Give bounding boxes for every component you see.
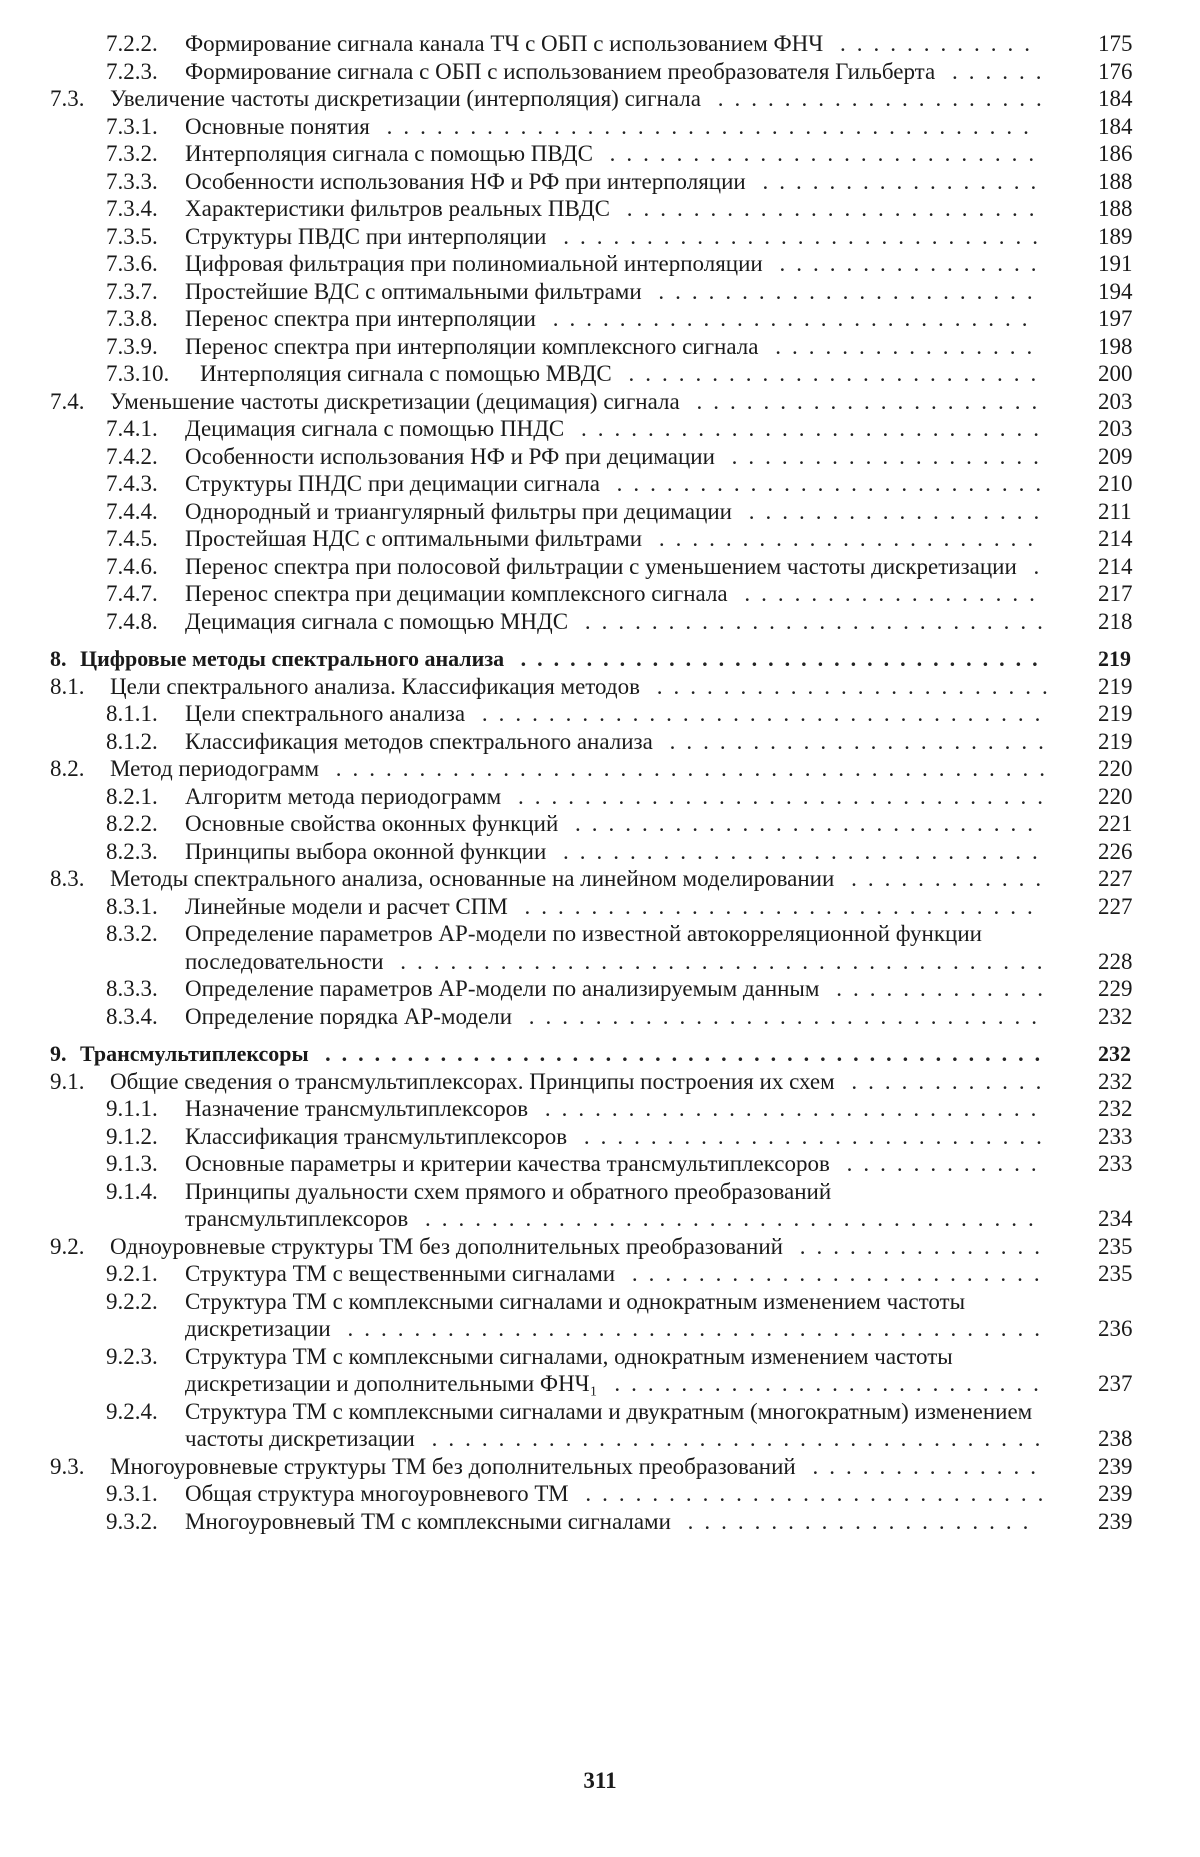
toc-entry[interactable] (0, 58, 1200, 86)
toc-entry-page: 226 (1098, 838, 1133, 864)
toc-entry-number: 7.4.8. (106, 608, 158, 634)
toc-entry[interactable] (0, 1123, 1200, 1151)
toc-entry-page: 239 (1098, 1508, 1133, 1534)
toc-entry-page: 235 (1098, 1233, 1133, 1259)
toc-entry-title-text: Многоуровневые структуры ТМ без дополнительных преобразований (110, 1453, 796, 1479)
toc-entry-title (0, 810, 1055, 838)
toc-entry-number: 9. (50, 1041, 67, 1066)
toc-entry[interactable] (0, 470, 1200, 498)
toc-entry[interactable] (0, 553, 1200, 581)
toc-entry-title (0, 553, 1055, 581)
toc-entry-title-text: Формирование сигнала канала ТЧ с ОБП с использованием ФНЧ (185, 31, 824, 56)
leader-dots: ................ (758, 333, 1044, 359)
toc-entry[interactable] (0, 333, 1200, 361)
toc-entry-title-text: Структура ТМ с вещественными сигналами (185, 1261, 616, 1286)
toc-entry[interactable] (0, 223, 1200, 251)
toc-entry-number: 7.4.7. (106, 581, 158, 606)
toc-entry-title (0, 608, 1055, 636)
toc-entry-number: 7.4.4. (106, 498, 158, 524)
leader-dots: ................................ (501, 783, 1054, 809)
toc-entry-title (0, 388, 1060, 416)
toc-entry-title (0, 645, 1060, 673)
toc-entry-number: 9.1.2. (106, 1123, 158, 1149)
toc-entry-number: 7.4. (50, 388, 85, 414)
toc-entry-number: 8.1.1. (106, 701, 158, 726)
toc-entry-number: 9.3. (50, 1453, 85, 1479)
toc-entry-page: 232 (1098, 1068, 1133, 1094)
leader-dots: ............................. (546, 223, 1049, 249)
toc-entry-title-text: Уменьшение частоты дискретизации (децимация) сигнала (110, 388, 680, 414)
toc-entry-title-text: Цифровые методы спектрального анализа (80, 646, 505, 671)
toc-entry-number: 9.2.4. (106, 1398, 158, 1424)
leader-dots: ........................ (639, 673, 1059, 699)
toc-entry-title-text: Общая структура многоуровневого ТМ (185, 1481, 569, 1506)
leader-dots: ..................... (679, 388, 1049, 414)
toc-entry-title-text: Определение параметров АР-модели по известной автокорреляционной функции последовательности (185, 921, 982, 974)
toc-entry-title-text: Увеличение частоты дискретизации (интерполяция) сигнала (110, 86, 701, 111)
leader-dots: ............ (823, 31, 1041, 56)
toc-entry-title-text: Трансмультиплексоры (80, 1041, 309, 1066)
toc-entry-title-text: Определение параметров АР-модели по анализируемым данным (185, 976, 820, 1001)
toc-entry-title-text: Структуры ПНДС при децимации сигнала (185, 471, 600, 496)
toc-entry[interactable] (0, 673, 1200, 701)
toc-entry[interactable] (0, 1003, 1200, 1031)
leader-dots: ................................ (504, 646, 1049, 671)
toc-entry-title (0, 30, 1055, 58)
toc-entry-title (0, 58, 1055, 86)
section-gap (0, 1030, 1200, 1040)
toc-entry-page: 219 (1098, 673, 1133, 699)
toc-entry-title (0, 1508, 1055, 1536)
toc-entry-title (0, 195, 1055, 223)
toc-entry[interactable] (0, 1095, 1200, 1123)
toc-entry-title (0, 755, 1060, 783)
leader-dots: ................ (762, 251, 1048, 276)
leader-dots: ............................ (567, 1123, 1053, 1149)
toc-entry-title (0, 1095, 1055, 1123)
leader-dots: ............. (819, 976, 1054, 1001)
toc-entry-page: 235 (1098, 1261, 1133, 1286)
leader-dots: ................... (714, 443, 1050, 469)
toc-entry[interactable] (0, 1508, 1200, 1536)
leader-dots: ............................. (546, 838, 1049, 864)
leader-dots: ..................... (670, 1508, 1040, 1534)
toc-entry-number: 8. (50, 646, 67, 671)
toc-entry-page: 239 (1098, 1453, 1133, 1479)
toc-entry-page: 219 (1098, 701, 1133, 726)
leader-dots: ............ (834, 1068, 1053, 1094)
toc-entry[interactable] (0, 1068, 1200, 1096)
toc-entry-page: 191 (1098, 251, 1133, 276)
toc-entry-title-text: Принципы дуальности схем прямого и обратного преобразований трансмультиплексоров (185, 1178, 832, 1231)
toc-entry[interactable] (0, 608, 1200, 636)
toc-entry-title-text: Основные понятия (185, 113, 370, 139)
toc-entry-number: 8.2.2. (106, 811, 158, 836)
leader-dots: ................. (745, 168, 1048, 194)
toc-entry-page: 209 (1098, 443, 1133, 469)
toc-entry[interactable] (0, 865, 1200, 893)
toc-entry-number: 9.2.1. (106, 1261, 158, 1286)
toc-entry-page: 234 (1098, 1206, 1133, 1231)
leader-dots: ........................................... (319, 756, 1057, 781)
leader-dots: ......................... (610, 196, 1046, 221)
toc-entry[interactable] (0, 443, 1200, 471)
toc-entry-number: 7.3.5. (106, 223, 158, 249)
toc-entry-title-text: Перенос спектра при интерполяции комплексного сигнала (185, 333, 759, 359)
toc-entry[interactable] (0, 1040, 1200, 1068)
toc-entry[interactable] (0, 168, 1200, 196)
leader-dots: .................. (727, 581, 1046, 606)
toc-entry[interactable] (0, 1398, 1200, 1453)
toc-entry-page: 219 (1098, 646, 1131, 671)
toc-entry-number: 8.3.3. (106, 976, 158, 1001)
toc-entry-page: 175 (1098, 31, 1133, 56)
toc-entry[interactable] (0, 920, 1200, 975)
toc-entry[interactable] (0, 893, 1200, 921)
toc-entry[interactable] (0, 250, 1200, 278)
toc-entry-page: 203 (1098, 416, 1133, 441)
toc-entry-page: 238 (1098, 1426, 1133, 1451)
leader-dots: .................................. (465, 701, 1052, 726)
toc-entry-title-text: Структура ТМ с комплексными сигналами, однократным изменением частоты дискретизации и дополнительными ФНЧ₁ (185, 1343, 953, 1396)
toc-entry[interactable] (0, 1453, 1200, 1481)
leader-dots: ............................ (558, 811, 1045, 836)
toc-entry[interactable] (0, 1178, 1200, 1233)
leader-dots: ............................ (564, 416, 1050, 441)
toc-entry-page: 232 (1098, 1041, 1131, 1066)
toc-entry-title-text: Метод периодограмм (110, 756, 320, 781)
toc-entry-title (0, 1288, 1055, 1343)
toc-entry-title (0, 1003, 1055, 1031)
toc-entry-title (0, 700, 1055, 728)
leader-dots: ....................................... (383, 948, 1054, 974)
toc-entry-page: 219 (1098, 728, 1133, 754)
toc-entry-page: 220 (1098, 783, 1133, 809)
leader-dots: .................... (700, 86, 1053, 111)
toc-entry-title-text: Особенности использования НФ и РФ при децимации (185, 443, 715, 469)
toc-entry-title (0, 1233, 1060, 1261)
toc-entry[interactable] (0, 1150, 1200, 1178)
toc-entry-page: 186 (1098, 141, 1133, 166)
toc-entry-title (0, 865, 1060, 893)
toc-entry-title-text: Алгоритм метода периодограмм (185, 783, 502, 809)
toc-entry-page: 189 (1098, 223, 1133, 249)
toc-entry-title-text: Классификация трансмультиплексоров (185, 1123, 568, 1149)
toc-entry-page: 228 (1098, 948, 1133, 974)
toc-entry[interactable] (0, 700, 1200, 728)
toc-entry-title (0, 498, 1055, 526)
toc-entry-number: 7.3.6. (106, 251, 158, 276)
toc-entry-title (0, 470, 1055, 498)
toc-entry[interactable] (0, 415, 1200, 443)
toc-entry-page: 197 (1098, 306, 1133, 331)
leader-dots: .............................. (528, 1096, 1048, 1121)
toc-entry-title (0, 278, 1055, 306)
toc-entry-number: 8.3.2. (106, 921, 158, 946)
toc-entry[interactable] (0, 85, 1200, 113)
leader-dots: .......................... (597, 1371, 1050, 1396)
toc-entry-number: 8.2. (50, 756, 85, 781)
leader-dots: .......................... (599, 471, 1053, 496)
toc-entry-page: 232 (1098, 1096, 1133, 1121)
toc-entry-title (0, 443, 1055, 471)
toc-entry-title (0, 1398, 1055, 1453)
toc-entry[interactable] (0, 1260, 1200, 1288)
toc-entry[interactable] (0, 838, 1200, 866)
leader-dots: .............. (795, 1453, 1047, 1479)
toc-entry[interactable] (0, 498, 1200, 526)
toc-entry-number: 9.3.2. (106, 1508, 158, 1534)
toc-entry-page: 184 (1098, 86, 1133, 111)
toc-entry-page: 239 (1098, 1481, 1133, 1506)
toc-entry-title-text: Особенности использования НФ и РФ при интерполяции (185, 168, 746, 194)
toc-entry-number: 9.3.1. (106, 1481, 158, 1506)
toc-entry-title-text: Однородный и триангулярный фильтры при децимации (185, 498, 732, 524)
toc-entry-number: 9.1.3. (106, 1151, 158, 1176)
toc-entry[interactable] (0, 1233, 1200, 1261)
toc-entry-title-text: Интерполяция сигнала с помощью МВДС (200, 361, 612, 386)
leader-dots: ....................... (641, 278, 1044, 304)
toc-entry-title-text: Перенос спектра при интерполяции (185, 306, 536, 331)
toc-entry-page: 227 (1098, 866, 1133, 891)
toc-entry[interactable] (0, 278, 1200, 306)
toc-entry-title (0, 113, 1055, 141)
toc-entry-page: 233 (1098, 1151, 1133, 1176)
leader-dots: ......................... (615, 1261, 1051, 1286)
toc-entry-title-text: Цифровая фильтрация при полиномиальной интерполяции (185, 251, 763, 276)
toc-entry-page: 233 (1098, 1123, 1133, 1149)
toc-entry-page: 217 (1098, 581, 1133, 606)
toc-entry-number: 9.1.1. (106, 1096, 158, 1121)
toc-entry-title (0, 333, 1055, 361)
leader-dots: . (1016, 553, 1051, 579)
leader-dots: ....................................... (369, 113, 1040, 139)
toc-entry[interactable] (0, 783, 1200, 811)
toc-entry-page: 229 (1098, 976, 1133, 1001)
toc-entry-number: 9.1.4. (106, 1178, 158, 1204)
toc-entry-title-text: Классификация методов спектрального анализа (185, 728, 653, 754)
toc-entry-number: 7.3. (50, 86, 85, 111)
toc-entry-page: 194 (1098, 278, 1133, 304)
leader-dots: .......................................... (330, 1316, 1051, 1341)
toc-entry-title-text: Перенос спектра при децимации комплексного сигнала (185, 581, 728, 606)
toc-entry-number: 8.3.1. (106, 893, 158, 919)
toc-entry[interactable] (0, 525, 1200, 553)
toc-entry-title (0, 140, 1055, 168)
toc-entry-number: 9.1. (50, 1068, 85, 1094)
toc-entry-title-text: Принципы выбора оконной функции (185, 838, 547, 864)
toc-entry-title (0, 838, 1055, 866)
toc-entry[interactable] (0, 140, 1200, 168)
toc-entry-title-text: Цели спектрального анализа (185, 701, 466, 726)
toc-entry-title-text: Одноуровневые структуры ТМ без дополнительных преобразований (110, 1233, 783, 1259)
toc-entry-title-text: Структура ТМ с комплексными сигналами и однократным изменением частоты дискретизации (185, 1288, 966, 1341)
toc-entry-title-text: Назначение трансмультиплексоров (185, 1096, 529, 1121)
toc-entry-title (0, 250, 1055, 278)
toc-entry-number: 8.3.4. (106, 1003, 158, 1029)
toc-entry-title-text: Методы спектрального анализа, основанные на линейном моделировании (110, 866, 835, 891)
toc-entry[interactable] (0, 360, 1200, 388)
toc-entry-number: 7.4.6. (106, 553, 158, 579)
leader-dots: ......................... (611, 361, 1048, 386)
toc-entry-title (0, 580, 1055, 608)
leader-dots: ............................ (568, 1481, 1055, 1506)
toc-entry-title-text: Многоуровневый ТМ с комплексными сигналами (185, 1508, 671, 1534)
toc-entry-page: 236 (1098, 1316, 1133, 1341)
toc-entry-number: 8.2.3. (106, 838, 158, 864)
toc-entry-number: 7.4.1. (106, 416, 158, 441)
toc-entry-page: 227 (1098, 893, 1133, 919)
toc-entry-title-text: Определение порядка АР-модели (185, 1003, 513, 1029)
leader-dots: ..................................... (408, 1206, 1045, 1231)
toc-entry-page: 232 (1098, 1003, 1133, 1029)
toc-entry-title (0, 1343, 1055, 1398)
toc-entry-page: 211 (1098, 498, 1132, 524)
toc-entry[interactable] (0, 728, 1200, 756)
toc-entry[interactable] (0, 1288, 1200, 1343)
table-of-contents (0, 30, 1200, 1535)
toc-entry-page: 214 (1098, 526, 1133, 551)
toc-entry-title (0, 1123, 1055, 1151)
toc-entry-title-text: Интерполяция сигнала с помощью ПВДС (185, 141, 593, 166)
toc-entry-page: 237 (1098, 1371, 1133, 1396)
leader-dots: ............... (782, 1233, 1051, 1259)
toc-entry[interactable] (0, 30, 1200, 58)
toc-entry-title (0, 975, 1055, 1003)
toc-entry[interactable] (0, 810, 1200, 838)
leader-dots: ..................................... (414, 1426, 1052, 1451)
toc-entry-title-text: Формирование сигнала с ОБП с использованием преобразователя Гильберта (185, 58, 936, 84)
toc-entry-number: 7.4.2. (106, 443, 158, 469)
toc-entry-title (0, 1453, 1060, 1481)
toc-entry-title-text: Простейшие ВДС с оптимальными фильтрами (185, 278, 642, 304)
toc-entry[interactable] (0, 580, 1200, 608)
toc-entry-number: 7.3.9. (106, 333, 158, 359)
toc-entry-title (0, 1260, 1055, 1288)
leader-dots: ............................... (507, 893, 1044, 919)
leader-dots: ....................... (652, 728, 1055, 754)
toc-entry-title-text: Перенос спектра при полосовой фильтрации с уменьшением частоты дискретизации (185, 553, 1017, 579)
toc-entry-number: 8.1.2. (106, 728, 158, 754)
toc-entry[interactable] (0, 645, 1200, 673)
toc-entry-number: 7.3.2. (106, 141, 158, 166)
page-number: 311 (583, 1768, 617, 1793)
toc-entry-page: 188 (1098, 196, 1133, 221)
toc-entry-page: 198 (1098, 333, 1133, 359)
toc-entry-title (0, 1480, 1055, 1508)
toc-entry-number: 8.1. (50, 673, 85, 699)
toc-entry-title (0, 85, 1060, 113)
toc-entry-title-text: Структура ТМ с комплексными сигналами и двукратным (многократным) изменением частоты дискретизации (185, 1398, 1033, 1451)
leader-dots: ............................. (536, 306, 1039, 331)
toc-entry-number: 7.3.7. (106, 278, 158, 304)
toc-entry-page: 203 (1098, 388, 1133, 414)
toc-entry-title (0, 783, 1055, 811)
toc-entry-title (0, 305, 1055, 333)
toc-entry-number: 7.3.8. (106, 306, 158, 331)
toc-entry[interactable] (0, 305, 1200, 333)
leader-dots: ............ (829, 1151, 1048, 1176)
toc-entry[interactable] (0, 1343, 1200, 1398)
toc-entry-title (0, 920, 1055, 975)
toc-entry-title-text: Цели спектрального анализа. Классификация методов (110, 673, 640, 699)
toc-entry-page: 200 (1098, 361, 1133, 386)
toc-entry-title (0, 728, 1055, 756)
toc-entry-number: 7.2.3. (106, 58, 158, 84)
toc-entry-number: 7.4.5. (106, 526, 158, 551)
toc-entry-number: 8.3. (50, 866, 85, 891)
toc-entry-title (0, 415, 1055, 443)
toc-entry-number: 7.2.2. (106, 31, 158, 56)
toc-entry-number: 7.3.1. (106, 113, 158, 139)
toc-entry[interactable] (0, 1480, 1200, 1508)
toc-entry-title-text: Децимация сигнала с помощью ПНДС (185, 416, 565, 441)
toc-entry-page: 184 (1098, 113, 1133, 139)
toc-entry[interactable] (0, 975, 1200, 1003)
section-gap (0, 635, 1200, 645)
toc-entry-title (0, 1178, 1055, 1233)
toc-entry[interactable] (0, 755, 1200, 783)
toc-entry-page: 218 (1098, 608, 1133, 634)
toc-entry-title (0, 1040, 1060, 1068)
toc-entry[interactable] (0, 113, 1200, 141)
toc-entry-title-text: Структуры ПВДС при интерполяции (185, 223, 547, 249)
leader-dots: ............................... (512, 1003, 1049, 1029)
toc-entry-number: 8.2.1. (106, 783, 158, 809)
toc-entry[interactable] (0, 388, 1200, 416)
toc-entry-page: 214 (1098, 553, 1133, 579)
leader-dots: ............................................ (308, 1041, 1052, 1066)
leader-dots: .................. (731, 498, 1051, 524)
toc-entry-title-text: Децимация сигнала с помощью МНДС (185, 608, 569, 634)
leader-dots: ............ (834, 866, 1053, 891)
toc-entry-title (0, 673, 1060, 701)
toc-entry-title-text: Линейные модели и расчет СПМ (185, 893, 508, 919)
leader-dots: ...... (935, 58, 1053, 84)
leader-dots: ....................... (642, 526, 1045, 551)
toc-entry-page: 210 (1098, 471, 1133, 496)
toc-entry-number: 7.4.3. (106, 471, 158, 496)
toc-entry-title (0, 223, 1055, 251)
toc-entry-number: 7.3.3. (106, 168, 158, 194)
toc-entry-title-text: Простейшая НДС с оптимальными фильтрами (185, 526, 643, 551)
leader-dots: ............................ (568, 608, 1054, 634)
toc-entry[interactable] (0, 195, 1200, 223)
toc-entry-title (0, 168, 1055, 196)
toc-entry-title-text: Характеристики фильтров реальных ПВДС (185, 196, 610, 221)
toc-entry-number: 9.2.2. (106, 1288, 158, 1314)
toc-entry-number: 7.3.10. (106, 361, 170, 386)
toc-entry-page: 220 (1098, 756, 1133, 781)
toc-entry-title (0, 1068, 1060, 1096)
toc-entry-number: 9.2.3. (106, 1343, 158, 1369)
toc-entry-title (0, 525, 1055, 553)
toc-entry-number: 9.2. (50, 1233, 85, 1259)
toc-entry-number: 7.3.4. (106, 196, 158, 221)
toc-entry-page: 221 (1098, 811, 1133, 836)
leader-dots: .......................... (592, 141, 1046, 166)
toc-entry-page: 176 (1098, 58, 1133, 84)
toc-entry-title-text: Основные параметры и критерии качества трансмультиплексоров (185, 1151, 830, 1176)
toc-entry-title (0, 1150, 1055, 1178)
toc-entry-title-text: Общие сведения о трансмультиплексорах. Принципы построения их схем (110, 1068, 835, 1094)
toc-entry-title-text: Основные свойства оконных функций (185, 811, 559, 836)
toc-entry-title (0, 893, 1055, 921)
toc-entry-page: 188 (1098, 168, 1133, 194)
